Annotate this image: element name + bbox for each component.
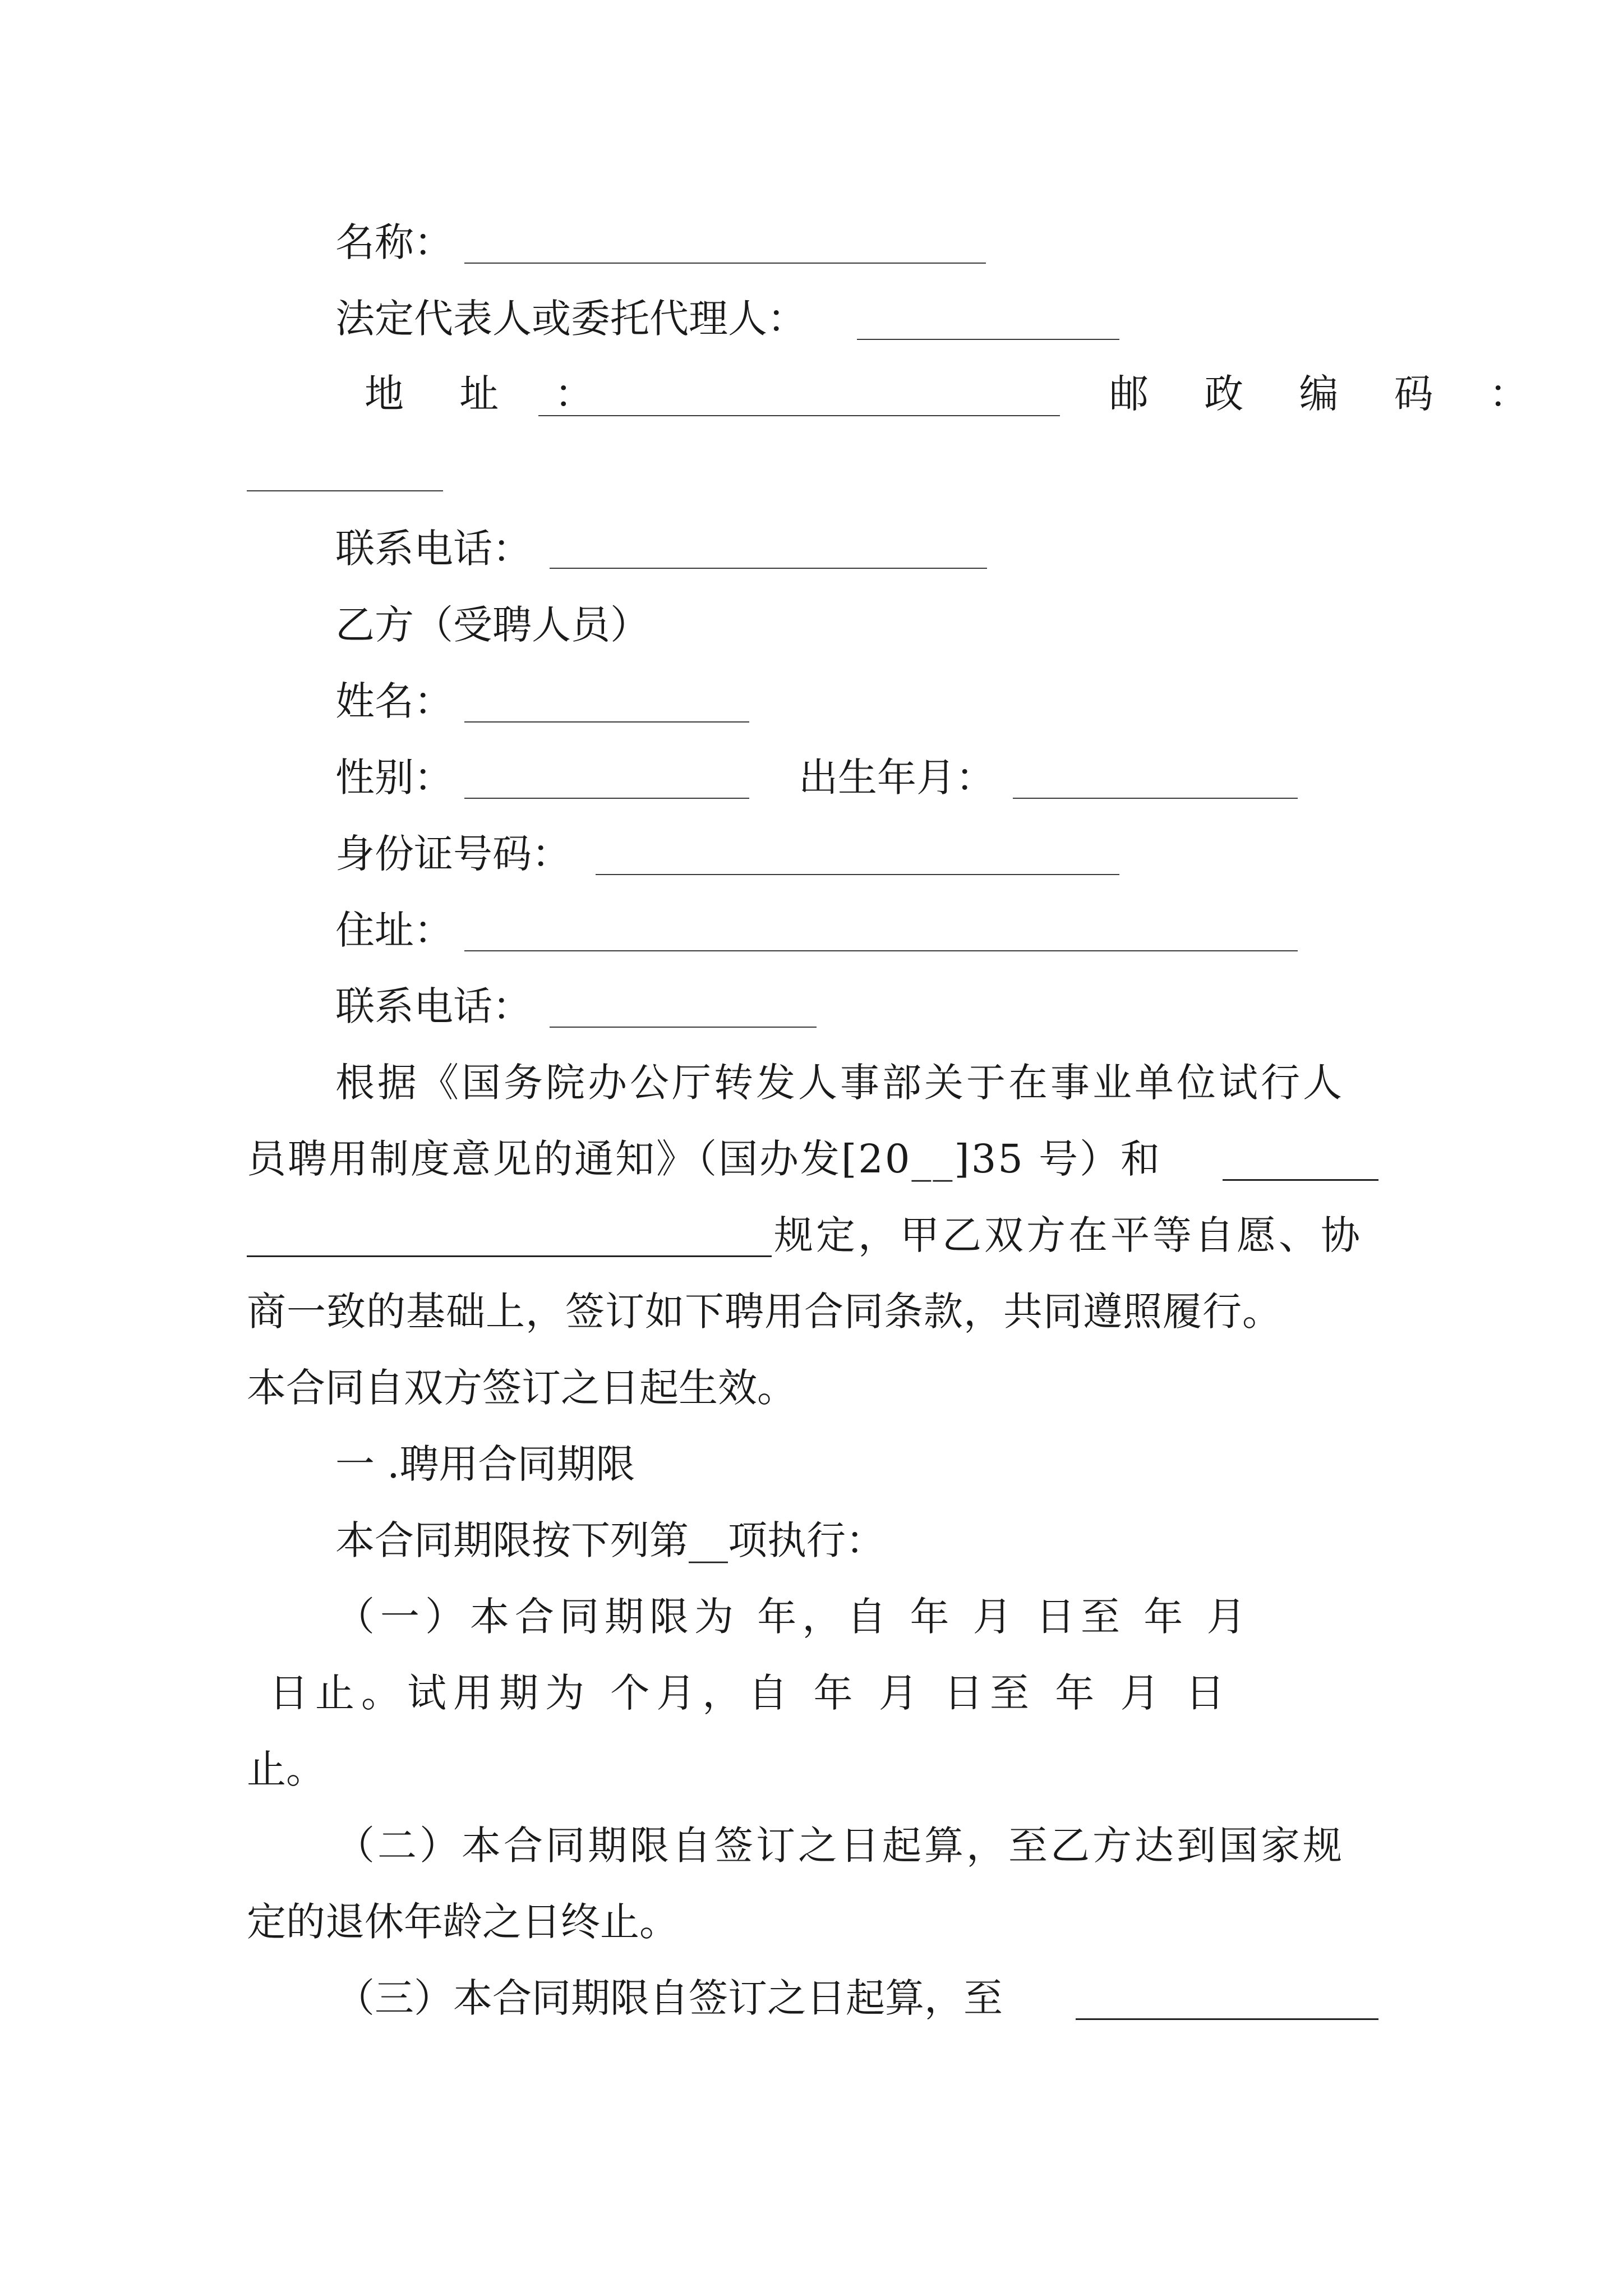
party-a-name-label: 名称： [335,219,453,265]
option-3-end-date-blank[interactable] [1076,2018,1378,2020]
party-b-id-label: 身份证号码： [335,831,571,877]
party-a-phone-blank[interactable] [550,568,987,569]
party-a-address-blank[interactable] [538,415,1060,416]
option-1-line-2: 日止。试用期为 个月，自 年 月 日至 年 月 日 [269,1670,1232,1716]
party-a-name-blank[interactable] [464,263,986,264]
preamble-line-5: 本合同自双方签订之日起生效。 [247,1365,796,1411]
preamble-regulation-blank-2[interactable] [247,1255,772,1257]
party-b-birth-label: 出生年月： [799,754,995,800]
preamble-line-4: 商一致的基础上，签订如下聘用合同条款，共同遵照履行。 [247,1289,1282,1335]
section-1-intro: 本合同期限按下列第__项执行： [335,1517,885,1563]
preamble-line-3: 规定，甲乙双方在平等自愿、协 [774,1212,1363,1258]
option-2-line-2: 定的退休年龄之日终止。 [247,1899,679,1945]
party-b-heading: 乙方（受聘人员） [335,602,649,648]
party-a-address-label: 地 址 ： [365,371,616,417]
party-a-phone-label: 联系电话： [335,526,532,572]
party-b-gender-blank[interactable] [464,798,749,799]
preamble-line-2: 员聘用制度意见的通知》（国办发[20__]35 号）和 [247,1136,1162,1182]
party-a-rep-blank[interactable] [857,339,1119,340]
party-b-residence-label: 住址： [335,907,453,953]
party-b-phone-label: 联系电话： [335,983,532,1029]
party-b-phone-blank[interactable] [550,1027,817,1028]
section-1-heading: 一 .聘用合同期限 [335,1441,635,1487]
option-1-line-1: （一）本合同期限为 年，自 年 月 日至 年 月 [335,1594,1252,1640]
preamble-regulation-blank-1[interactable] [1223,1179,1378,1181]
party-b-gender-label: 性别： [335,754,453,800]
party-a-postcode-label: 邮 政 编 码 ： [1109,371,1550,417]
preamble-line-1: 根据《国务院办公厅转发人事部关于在事业单位试行人 [335,1060,1345,1106]
option-1-line-3: 止。 [247,1746,325,1792]
party-a-rep-label: 法定代表人或委托代理人： [335,296,806,342]
party-b-name-label: 姓名： [335,678,453,724]
party-a-postcode-blank[interactable] [247,490,443,491]
option-2-line-1: （二）本合同期限自签订之日起算，至乙方达到国家规 [335,1823,1345,1869]
option-3-line-1: （三）本合同期限自签订之日起算，至 [335,1975,1003,2021]
party-b-id-blank[interactable] [596,874,1119,875]
party-b-birth-blank[interactable] [1013,798,1298,799]
party-b-name-blank[interactable] [464,721,749,723]
party-b-residence-blank[interactable] [464,950,1298,951]
